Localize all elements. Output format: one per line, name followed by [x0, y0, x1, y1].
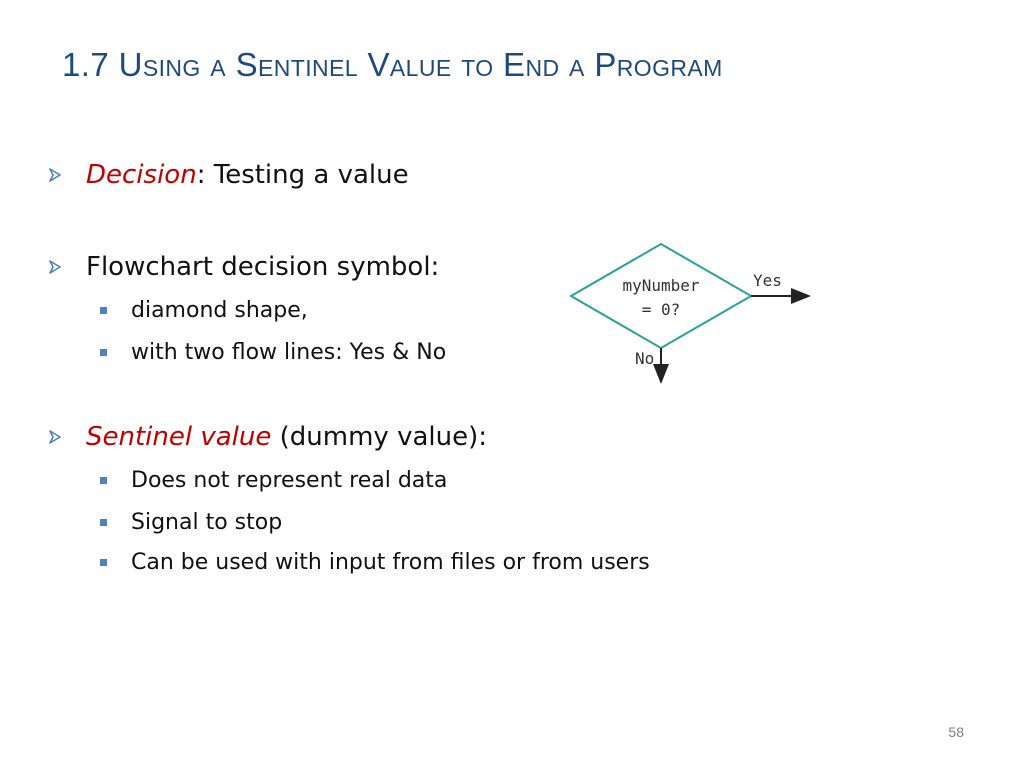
- slide-title: 1.7 Using a Sentinel Value to End a Program: [62, 46, 723, 83]
- bullet-suffix: : Testing a value: [196, 160, 409, 190]
- term-decision: Decision: [86, 160, 197, 190]
- square-bullet-icon: [100, 519, 107, 526]
- subitem-not-real-data: [100, 468, 447, 493]
- bullet-text: [86, 422, 487, 452]
- subitem-signal-to-stop: [100, 510, 282, 535]
- no-label: No: [635, 349, 655, 368]
- term-sentinel-value: Sentinel value: [86, 422, 272, 452]
- condition-line1: myNumber: [622, 276, 700, 295]
- arrow-bullet-icon: [48, 168, 86, 182]
- subitem-flow-lines: [100, 340, 446, 365]
- subitem-text: diamond shape,: [131, 298, 308, 323]
- yes-label: Yes: [753, 271, 782, 290]
- page-number: 58: [948, 724, 964, 740]
- flowchart-decision-diagram: [565, 238, 825, 388]
- square-bullet-icon: [100, 559, 107, 566]
- bullet-flowchart: [48, 252, 439, 282]
- decision-diamond: [571, 244, 751, 348]
- subitem-input-sources: [100, 550, 650, 575]
- square-bullet-icon: [100, 307, 107, 314]
- square-bullet-icon: [100, 349, 107, 356]
- bullet-text: Flowchart decision symbol:: [86, 252, 440, 282]
- subitem-text: Signal to stop: [131, 510, 283, 535]
- bullet-decision: [48, 160, 409, 190]
- bullet-sentinel: [48, 422, 487, 452]
- bullet-text: [86, 160, 409, 190]
- square-bullet-icon: [100, 477, 107, 484]
- subitem-diamond-shape: [100, 298, 308, 323]
- condition-line2: = 0?: [641, 300, 681, 319]
- subitem-text: Can be used with input from files or from users: [131, 550, 650, 575]
- subitem-text: with two flow lines: Yes & No: [131, 340, 447, 365]
- bullet-suffix: (dummy value):: [271, 422, 488, 452]
- arrow-bullet-icon: [48, 260, 86, 274]
- subitem-text: Does not represent real data: [131, 468, 448, 493]
- arrow-bullet-icon: [48, 430, 86, 444]
